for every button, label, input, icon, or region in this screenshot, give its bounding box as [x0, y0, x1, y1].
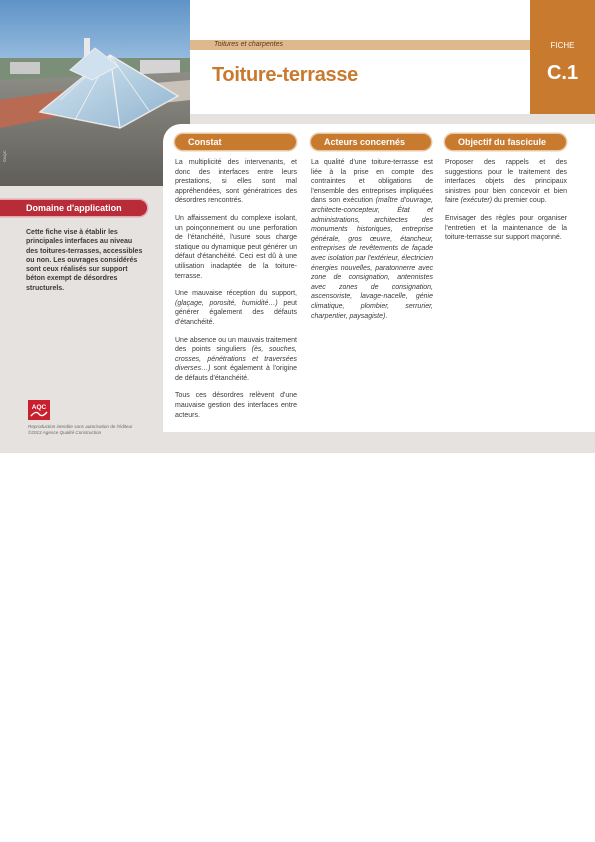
aqc-logo-icon	[28, 400, 50, 420]
column-acteurs	[311, 158, 433, 329]
category-label: Toitures et charpentes	[214, 41, 284, 48]
reproduction-notice: Reproduction interdite sans autorisation de l'éditeur ©2013 Agence Qualité Construction	[28, 424, 133, 435]
constat-paragraph-3: Une mauvaise réception du support, (glaçage, porosité, humidité…) peut générer également des défauts d'étanchéité.	[175, 290, 298, 326]
fiche-label: FICHE	[550, 41, 575, 50]
column-objectif	[445, 158, 567, 251]
fiche-code: C.1	[546, 62, 579, 84]
domain-application-text: Cette fiche vise à établir les principales interfaces au niveau des toitures-terrasses, accessibles ou non. Les ouvrages considérés sont ceux réalisés sur support béton exempt de désordres structurels.	[26, 229, 143, 292]
page-title: Toiture-terrasse	[212, 64, 358, 86]
column-constat	[175, 158, 297, 428]
acteurs-paragraph: La qualité d'une toiture-terrasse est liée à la prise en compte des contraintes et obligations de l'ensemble des entreprises impliquées dans son exécution (maître d'ouvrage, architecte-concepteur, État et administrations, architectes des monuments historiques, entreprise générale, gros œuvre, étancheur, entreprises de revêtements de façade avec isolation par l'extérieur, électricien énergies nouvelles, paratonnerre avec zone de consignation, antennistes avec zones de consignation, ascensoriste, lavage-nacelle, génie climatique, plombier, serrurier, charpentier, paysagiste).	[311, 159, 433, 320]
svg-text:AQC: AQC	[31, 404, 47, 411]
tab-constat: Constat	[175, 134, 296, 150]
tab-objectif-du-fascicule: Objectif du fascicule	[445, 134, 566, 150]
objectif-paragraph-2: Envisager des règles pour organiser l'entretien et la maintenance de la toiture-terrasse sur support maçonné.	[445, 214, 567, 242]
tab-acteurs-concernes: Acteurs concernés	[311, 134, 431, 150]
fiche-column	[530, 0, 595, 114]
domain-application-tab: Domaine d'application	[0, 200, 147, 216]
roof-terrace-photo	[0, 0, 190, 186]
constat-paragraph-5: Tous ces désordres relèvent d'une mauvaise gestion des interfaces entre acteurs.	[175, 392, 297, 419]
constat-paragraph-4: Une absence ou un mauvais traitement des points singuliers (ès, souches, crosses, pénétrations et traversées diverses…) sont également à l'origine de défauts d'étanchéité.	[175, 336, 297, 382]
photo-credit: ©AQC	[2, 150, 7, 162]
constat-paragraph-2: Un affaissement du complexe isolant, un poinçonnement ou une perforation de l'étanchéité, l'usure sous charge statique ou dynamique peut générer un défaut d'étanchéité. Ceci est dû à une utilisation inadaptée de la toiture-terrasse.	[175, 214, 297, 280]
constat-paragraph-1: La multiplicité des intervenants, et donc des interfaces entre leurs prestations, si elles sont mal appréhendées, sont génératrices des désordres rencontrés.	[175, 159, 297, 205]
objectif-paragraph-1: Proposer des rappels et des suggestions pour le traitement des interfaces objets des principaux sinistres pour bien concevoir et bien faire (exécuter) du premier coup.	[445, 159, 567, 205]
